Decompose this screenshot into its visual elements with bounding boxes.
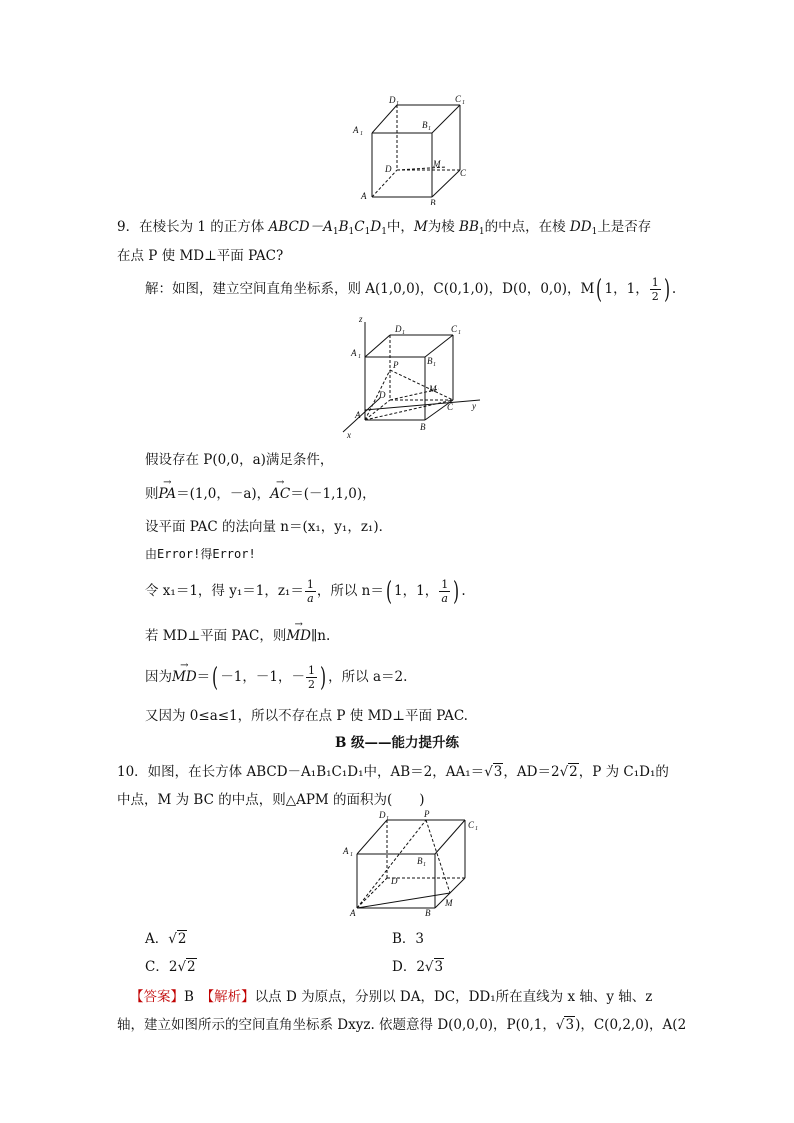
svg-text:1: 1 bbox=[458, 330, 461, 336]
svg-text:1: 1 bbox=[402, 330, 405, 336]
svg-text:C: C bbox=[451, 324, 458, 334]
svg-text:B: B bbox=[427, 356, 433, 366]
fig1-label: D bbox=[385, 164, 392, 174]
svg-text:1: 1 bbox=[428, 126, 431, 132]
svg-text:D: D bbox=[379, 810, 386, 820]
svg-text:D: D bbox=[395, 324, 402, 334]
fig1-label: B bbox=[422, 120, 428, 130]
svg-text:A: A bbox=[355, 410, 361, 420]
q9-normal: 设平面 PAC 的法向量 n＝(x₁，y₁，z₁)． bbox=[145, 519, 393, 535]
svg-text:y: y bbox=[472, 401, 476, 411]
svg-text:M: M bbox=[445, 898, 453, 908]
svg-text:1: 1 bbox=[360, 131, 363, 137]
q9-error-line: 由Error!得Error! bbox=[145, 547, 256, 561]
svg-text:A: A bbox=[351, 348, 357, 358]
fig1-label: D bbox=[389, 95, 396, 105]
fig1-label: M bbox=[433, 159, 441, 169]
q9-conclusion: 又因为 0≤a≤1，所以不存在点 P 使 MD⊥平面 PAC. bbox=[145, 708, 468, 724]
option-a: A．√2 bbox=[145, 931, 187, 947]
q9-line-2: 在点 P 使 MD⊥平面 PAC? bbox=[117, 248, 284, 264]
svg-text:z: z bbox=[359, 314, 363, 324]
option-d: D．2√3 bbox=[392, 959, 444, 975]
svg-text:B: B bbox=[425, 908, 431, 918]
answer-line-2: 轴，建立如图所示的空间直角坐标系 Dxyz. 依题意得 D(0,0,0)，P(0,1，√3)，C(0,2,0)，A(2 bbox=[117, 1017, 687, 1033]
svg-text:1: 1 bbox=[358, 354, 361, 360]
q9-because: 因为→ MD＝( －1，－1，－ $\frac{1}{2}$ ) ，所以 a＝2. bbox=[145, 664, 407, 691]
svg-text:D: D bbox=[391, 876, 398, 886]
svg-text:1: 1 bbox=[433, 362, 436, 368]
q9-assume: 假设存在 P(0,0，a)满足条件， bbox=[145, 452, 334, 468]
svg-text:1: 1 bbox=[475, 826, 478, 832]
cube-figure-2 bbox=[335, 310, 485, 442]
q9-vectors: 则→ PA＝(1,0，－a)，→ AC＝(－1,1,0)， bbox=[145, 482, 376, 502]
q9-solution: 解：如图，建立空间直角坐标系，则 A(1,0,0)，C(0,1,0)，D(0，0,0)，M( 1，1， $\frac{1}{2}$ ) . bbox=[145, 274, 677, 305]
option-c: C．2√2 bbox=[145, 959, 196, 975]
fig1-label: B bbox=[430, 198, 436, 205]
svg-text:1: 1 bbox=[350, 852, 353, 858]
q10-line-1: 10．如图，在长方体 ABCD－A₁B₁C₁D₁中，AB＝2，AA₁＝√3，AD＝2√2，P 为 C₁D₁的 bbox=[117, 764, 669, 780]
svg-text:x: x bbox=[347, 430, 351, 440]
q10-line-2: 中点，M 为 BC 的中点，则△APM 的面积为( ) bbox=[117, 792, 425, 808]
svg-text:1: 1 bbox=[396, 101, 399, 107]
section-heading: B 级——能力提升练 bbox=[334, 735, 460, 751]
fig1-label: C bbox=[455, 94, 462, 104]
svg-text:M: M bbox=[429, 384, 437, 394]
svg-text:C: C bbox=[468, 820, 475, 830]
svg-text:A: A bbox=[350, 908, 356, 918]
cuboid-figure-3 bbox=[335, 808, 485, 920]
svg-text:P: P bbox=[424, 809, 430, 819]
fig1-label: C bbox=[460, 168, 467, 178]
svg-text:1: 1 bbox=[423, 862, 426, 868]
q9-let: 令 x₁＝1，得 y₁＝1，z₁＝ $\frac{1}{a}$ ，所以 n＝( 1，1， $\frac{1}{a}$ ) . bbox=[145, 576, 466, 607]
q9-if: 若 MD⊥平面 PAC，则→ MD∥n. bbox=[145, 624, 330, 644]
fig1-label: A bbox=[353, 125, 359, 135]
svg-text:1: 1 bbox=[386, 816, 389, 822]
fig1-label: A bbox=[361, 191, 367, 201]
svg-text:1: 1 bbox=[462, 100, 465, 106]
q9-line-1: 9．在棱长为 1 的正方体 $ABCD-A_1B_1C_1D_1$中，M为棱 $BB_1$的中点，在棱 $DD_1$上是否存 bbox=[117, 219, 652, 237]
svg-text:A: A bbox=[343, 846, 349, 856]
cube-figure-1 bbox=[345, 93, 475, 205]
svg-text:B: B bbox=[417, 856, 423, 866]
svg-text:P: P bbox=[393, 360, 399, 370]
svg-text:B: B bbox=[420, 422, 426, 432]
svg-text:C: C bbox=[447, 402, 454, 412]
svg-text:D: D bbox=[379, 390, 386, 400]
answer-line-1: 【答案】B 【解析】以点 D 为原点，分别以 DA，DC，DD₁所在直线为 x 轴、y 轴、z bbox=[130, 989, 653, 1005]
option-b: B．3 bbox=[392, 931, 425, 947]
